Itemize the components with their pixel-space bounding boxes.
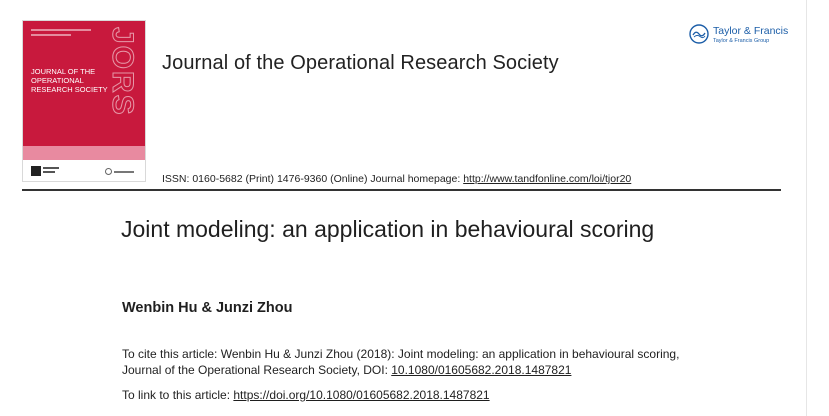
article-title: Joint modeling: an application in behavioural scoring	[121, 216, 655, 242]
taylor-francis-icon	[689, 24, 709, 44]
article-link-line	[122, 388, 490, 402]
doi-link[interactable]: 10.1080/01605682.2018.1487821	[391, 362, 572, 377]
article-url-link[interactable]: https://doi.org/10.1080/01605682.2018.1487821	[233, 388, 490, 402]
publisher-group: Taylor & Francis Group	[713, 38, 770, 44]
citation-block	[122, 347, 702, 378]
issn-text: ISSN: 0160-5682 (Print) 1476-9360 (Online) Journal homepage:	[162, 173, 464, 185]
cover-header-line	[31, 29, 91, 31]
citation-text: Wenbin Hu & Junzi Zhou (2018): Joint modeling: an application in behavioural scoring, Journal of the Operational Research Society, DOI:	[122, 347, 680, 377]
publisher-logo	[689, 22, 789, 48]
cover-society-logo	[31, 166, 59, 176]
journal-cover-image	[22, 20, 146, 182]
article-authors: Wenbin Hu & Junzi Zhou	[122, 300, 293, 316]
cover-header-line	[31, 34, 71, 36]
journal-homepage-link[interactable]: http://www.tandfonline.com/loi/tjor20	[463, 173, 632, 185]
cover-publisher-logo	[105, 168, 135, 176]
page-edge-line	[806, 0, 807, 416]
cover-monogram: JORS	[106, 27, 139, 117]
publisher-name: Taylor & Francis	[713, 25, 789, 37]
header-divider	[22, 189, 781, 191]
citation-prefix: To cite this article:	[122, 347, 221, 361]
cover-editor-band	[23, 146, 145, 160]
article-link-prefix: To link to this article:	[122, 388, 234, 402]
cover-red-panel	[23, 21, 145, 146]
issn-line	[162, 173, 631, 185]
cover-title: JOURNAL OF THE OPERATIONAL RESEARCH SOCIETY	[31, 67, 108, 94]
journal-title: Journal of the Operational Research Society	[162, 52, 559, 74]
